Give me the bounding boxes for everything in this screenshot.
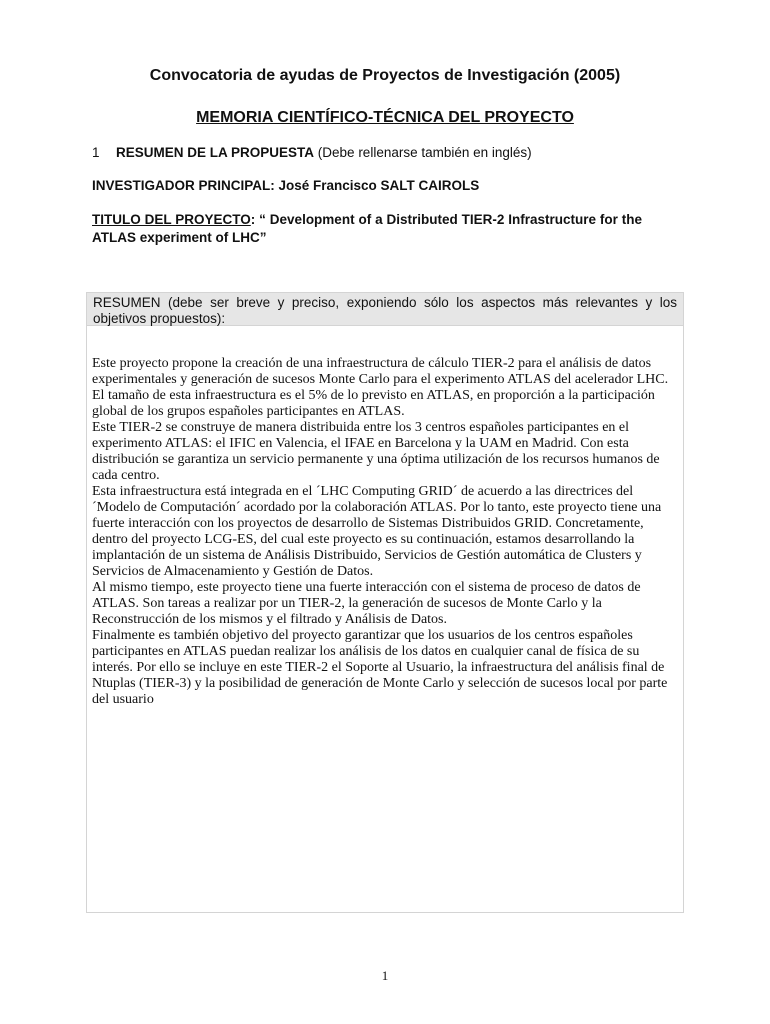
- summary-box-body: [87, 326, 683, 708]
- summary-paragraph: Esta infraestructura está integrada en el ´LHC Computing GRID´ de acuerdo a las directrices del ´Modelo de Computación´ acordado por la colaboración ATLAS. Por lo tanto, este proyecto tiene una fuerte interacción con los proyectos de desarrollo de Sistemas Distribuidos GRID. Concretamente, dentro del proyecto LCG-ES, del cual este proyecto es su continuación, estamos desarrollando la implantación de un sistema de Análisis Distribuido, Servicios de Gestión automática de Clusters y Servicios de Almacenamiento y Gestión de Datos.: [92, 484, 662, 579]
- project-title-label: TITULO DEL PROYECTO: [92, 212, 251, 227]
- summary-paragraph: Este proyecto propone la creación de una infraestructura de cálculo TIER-2 para el análisis de datos experimentales y generación de sucesos Monte Carlo para el experimento ATLAS del acelerador LHC. El tamaño de esta infraestructura es el 5% de lo previsto en ATLAS, en proporción a la participación global de los grupos españoles participantes en ATLAS.: [92, 356, 669, 419]
- summary-paragraph: Este TIER-2 se construye de manera distribuida entre los 3 centros españoles participantes en el experimento ATLAS: el IFIC en Valencia, el IFAE en Barcelona y la UAM en Madrid. Con esta distribución se garantiza un servicio permanente y una óptima utilización de los recursos humanos de cada centro.: [92, 420, 660, 483]
- summary-box-header: RESUMEN (debe ser breve y preciso, exponiendo sólo los aspectos más relevantes y los objetivos propuestos):: [87, 293, 683, 326]
- section-note: (Debe rellenarse también en inglés): [317, 145, 532, 160]
- summary-box: [86, 292, 684, 913]
- principal-investigator: INVESTIGADOR PRINCIPAL: José Francisco SALT CAIROLS: [92, 178, 480, 193]
- section-title: RESUMEN DE LA PROPUESTA: [116, 145, 315, 160]
- document-subtitle: MEMORIA CIENTÍFICO-TÉCNICA DEL PROYECTO: [196, 109, 574, 126]
- project-title-value: : “ Development of a Distributed TIER-2 Infrastructure for the ATLAS experiment of LHC”: [92, 212, 643, 245]
- summary-paragraph: Finalmente es también objetivo del proyecto garantizar que los usuarios de los centros españoles participantes en ATLAS puedan realizar los análisis de los datos en cualquier canal de física de su interés. Por ello se incluye en este TIER-2 el Soporte al Usuario, la infraestructura del análisis final de Ntuplas (TIER-3) y la posibilidad de generación de Monte Carlo y selección de sucesos local por parte del usuario: [92, 628, 668, 707]
- section-heading: [92, 145, 532, 160]
- page-number: 1: [381, 968, 389, 983]
- project-title: [92, 211, 642, 247]
- document-title: Convocatoria de ayudas de Proyectos de Investigación (2005): [149, 67, 621, 84]
- section-number: 1: [92, 145, 100, 160]
- summary-paragraph: Al mismo tiempo, este proyecto tiene una fuerte interacción con el sistema de proceso de datos de ATLAS. Son tareas a realizar por un TIER-2, la generación de sucesos de Monte Carlo y la Reconstrucción de los mismos y el filtrado y Análisis de Datos.: [92, 580, 641, 627]
